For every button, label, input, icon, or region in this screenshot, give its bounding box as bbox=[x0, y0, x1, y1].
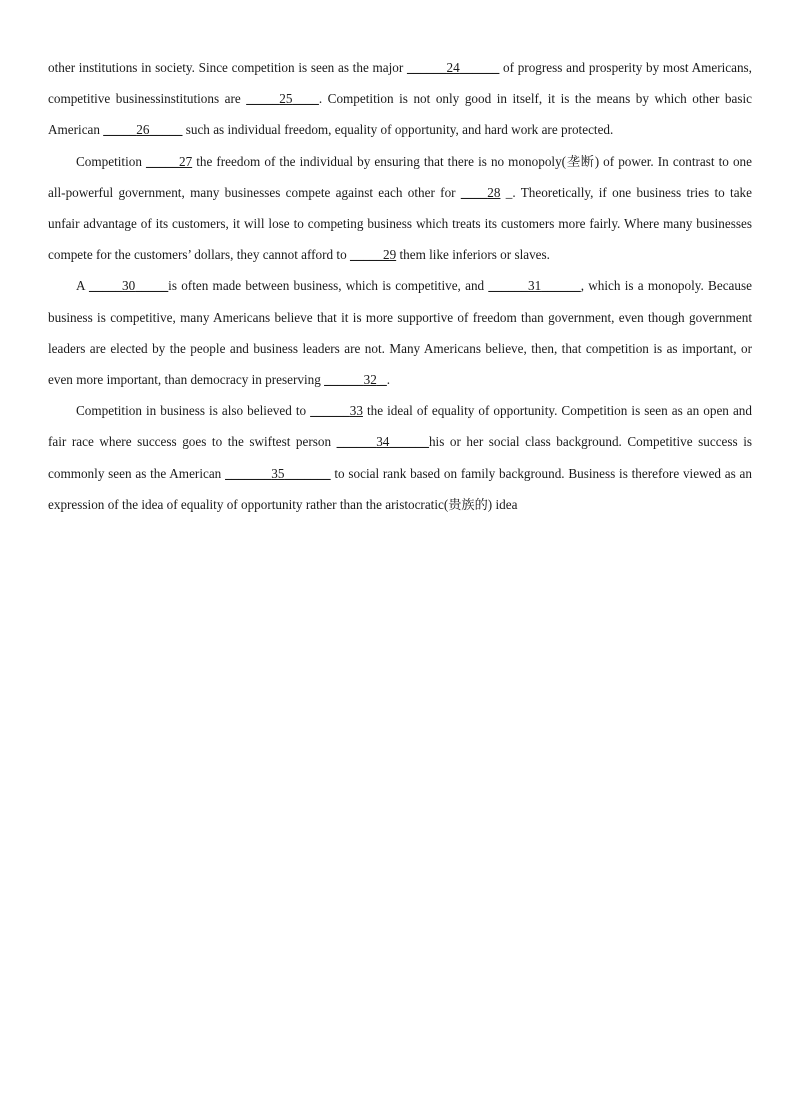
blank-30[interactable] bbox=[89, 278, 168, 293]
blank-fill: _____ bbox=[103, 122, 137, 138]
blank-34[interactable] bbox=[337, 434, 429, 449]
blank-fill: _______ bbox=[225, 465, 272, 481]
text-run: such as individual freedom, equality of opportunity, and hard work are protected. bbox=[182, 122, 614, 138]
blank-fill: ____ bbox=[292, 91, 319, 107]
blank-35[interactable] bbox=[225, 466, 331, 481]
blank-number: 31 bbox=[527, 278, 542, 294]
blank-29[interactable] bbox=[350, 247, 396, 262]
text-run: . bbox=[386, 372, 391, 388]
blank-fill: _____ bbox=[146, 153, 179, 169]
blank-fill: _____ bbox=[149, 122, 183, 138]
blank-number: 35 bbox=[271, 465, 285, 481]
document-page bbox=[48, 52, 752, 520]
paragraph-1 bbox=[48, 52, 752, 146]
blank-number: 24 bbox=[446, 60, 460, 75]
blank-number: 26 bbox=[136, 122, 150, 138]
paragraph-2 bbox=[48, 146, 752, 271]
blank-number: 33 bbox=[349, 403, 363, 419]
blank-fill: ______ bbox=[310, 403, 350, 419]
blank-fill: ______ bbox=[488, 278, 528, 294]
text-run: other institutions in society. Since competition is seen as the major bbox=[48, 60, 407, 75]
text-run: the ideal of equality of opportunity. Competition is seen as an open and fair race where success goes to the swiftest person bbox=[48, 403, 752, 450]
blank-27[interactable] bbox=[146, 154, 192, 169]
blank-number: 32 bbox=[363, 372, 377, 388]
text-run: . Competition is not only good in itself, it is the means by which other basic American bbox=[48, 91, 752, 138]
blank-24[interactable] bbox=[407, 60, 499, 75]
blank-fill: ______ bbox=[336, 434, 377, 450]
text-run: them like inferiors or slaves. bbox=[396, 247, 550, 263]
blank-fill: ______ bbox=[541, 278, 581, 294]
blank-31[interactable] bbox=[488, 278, 580, 293]
blank-fill: ______ bbox=[324, 372, 364, 388]
text-run: to social rank based on family background. Business is therefore viewed as an expression of the idea of equality of opportunity rather than the aristocratic(贵族的) idea bbox=[48, 465, 753, 512]
text-run: _. Theoretically, if one business tries to take unfair advantage of its customers, it will lose to competing business which treats its customers more fairly. Where many businesses compete for the customers’ dollars, they cannot afford to bbox=[48, 184, 753, 263]
blank-fill: ______ bbox=[389, 434, 429, 450]
text-run: Competition bbox=[76, 153, 146, 169]
text-run: A bbox=[76, 278, 90, 294]
text-run: , which is a monopoly. Because business is competitive, many Americans believe that it is more supportive of freedom than government, even though government leaders are elected by the people and business leaders are not. Many Americans believe, then, that competition is as important, or even more important, than democracy in preserving bbox=[48, 278, 752, 388]
blank-number: 30 bbox=[122, 278, 136, 294]
text-run: Competition in business is also believed to bbox=[76, 403, 311, 419]
blank-fill: ____ bbox=[460, 184, 488, 200]
blank-28[interactable] bbox=[461, 185, 501, 200]
blank-32[interactable] bbox=[324, 372, 387, 387]
blank-fill: _____ bbox=[246, 91, 280, 107]
blank-fill: ______ bbox=[406, 60, 447, 75]
text-run: of progress and prosperity by most Americans, competitive businessinstitutions are bbox=[48, 60, 752, 107]
text-run: is often made between business, which is competitive, and bbox=[168, 278, 489, 294]
blank-26[interactable] bbox=[103, 122, 182, 137]
text-run: the freedom of the individual by ensuring that there is no monopoly(垄断) of power. In contrast to one all-powerful government, many businesses compete against each other for bbox=[48, 153, 752, 200]
blank-25[interactable] bbox=[246, 91, 319, 106]
blank-number: 34 bbox=[376, 434, 390, 450]
text-run: his or her social class background. Competitive success is commonly seen as the American bbox=[48, 434, 753, 481]
blank-number: 27 bbox=[178, 153, 193, 169]
paragraph-4 bbox=[48, 395, 752, 520]
blank-number: 29 bbox=[382, 247, 397, 263]
paragraph-3 bbox=[48, 270, 752, 395]
blank-number: 28 bbox=[487, 184, 501, 200]
blank-fill: _____ bbox=[89, 278, 123, 294]
blank-fill: _____ bbox=[135, 278, 169, 294]
blank-fill: ______ bbox=[459, 60, 500, 75]
blank-fill: _______ bbox=[284, 465, 331, 481]
blank-fill: _ bbox=[376, 372, 387, 388]
blank-number: 25 bbox=[279, 91, 293, 107]
blank-fill: _____ bbox=[350, 247, 383, 263]
blank-33[interactable] bbox=[310, 403, 363, 418]
